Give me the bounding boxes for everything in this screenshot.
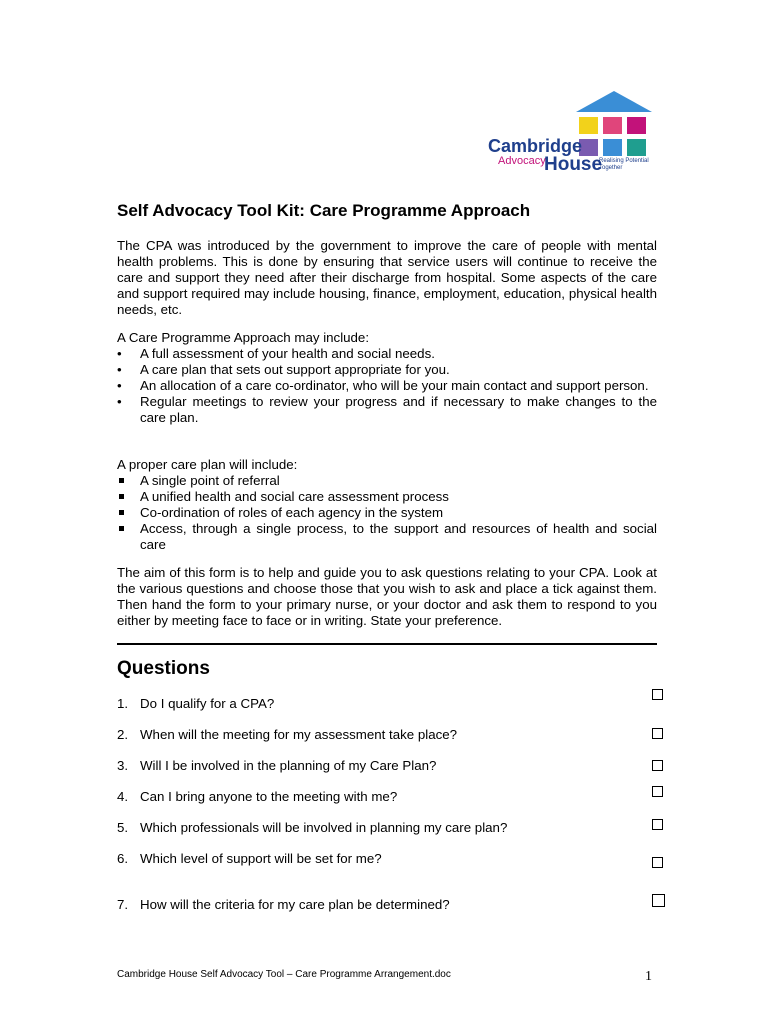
page-footer: Cambridge House Self Advocacy Tool – Care Programme Arrangement.doc	[117, 969, 451, 980]
question-item: 2. When will the meeting for my assessment take place?	[117, 727, 458, 742]
section-divider	[117, 643, 657, 645]
question-item: 6. Which level of support will be set for me?	[117, 851, 382, 866]
list-item: Co-ordination of roles of each agency in the system	[117, 505, 657, 521]
page-number: 1	[645, 969, 652, 984]
page-title: Self Advocacy Tool Kit: Care Programme Approach	[117, 201, 531, 220]
cpa-list-intro: A Care Programme Approach may include:	[117, 330, 370, 345]
square-bullet-icon	[119, 510, 124, 515]
question-7-checkbox[interactable]	[652, 894, 665, 907]
logo-tagline-1: Realising Potential	[599, 158, 649, 164]
square-bullet-icon	[119, 494, 124, 499]
square-bullet-icon	[119, 478, 124, 483]
question-item: 1. Do I qualify for a CPA?	[117, 696, 275, 711]
square-bullet-icon	[119, 526, 124, 531]
question-3-checkbox[interactable]	[652, 760, 663, 771]
cpa-list	[117, 346, 657, 426]
question-item: 5. Which professionals will be involved in planning my care plan?	[117, 820, 508, 835]
cambridge-house-logo	[486, 90, 666, 180]
list-item: • A full assessment of your health and social needs.	[117, 346, 435, 361]
logo-house-text: House	[544, 154, 603, 175]
list-item: • A care plan that sets out support appropriate for you.	[117, 362, 450, 377]
question-1-checkbox[interactable]	[652, 689, 663, 700]
list-item: A single point of referral	[117, 473, 657, 489]
question-item: 7. How will the criteria for my care plan be determined?	[117, 897, 450, 912]
logo-cambridge-text: Cambridge	[488, 136, 583, 156]
bullet-icon: •	[117, 346, 122, 361]
questions-heading: Questions	[117, 658, 210, 679]
list-item: A unified health and social care assessment process	[117, 489, 657, 505]
intro-paragraph: The CPA was introduced by the government to improve the care of people with mental health problems. This is done by ensuring that service users will continue to receive the care and support they need after their discharge from hospital. Some aspects of the care and support required may include housing, finance, employment, education, physical health needs, etc.	[117, 238, 657, 317]
list-item: Access, through a single process, to the support and resources of health and social care	[117, 521, 657, 553]
care-plan-list-intro: A proper care plan will include:	[117, 457, 298, 472]
list-item: • An allocation of a care co-ordinator, who will be your main contact and support person.	[117, 378, 649, 393]
question-6-checkbox[interactable]	[652, 857, 663, 868]
care-plan-list	[117, 473, 657, 553]
question-item: 4. Can I bring anyone to the meeting with me?	[117, 789, 398, 804]
list-item: • Regular meetings to review your progress and if necessary to make changes to the care plan.	[117, 394, 657, 425]
question-item: 3. Will I be involved in the planning of my Care Plan?	[117, 758, 437, 773]
question-5-checkbox[interactable]	[652, 819, 663, 830]
logo-tagline-2: Together	[599, 165, 623, 171]
bullet-icon: •	[117, 394, 122, 409]
aim-paragraph: The aim of this form is to help and guide you to ask questions relating to your CPA. Look at the various questions and choose those that you wish to ask and place a tick against them. Then hand the form to your primary nurse, or your doctor and ask them to respond to you either by meeting face to face or in writing. State your preference.	[117, 565, 657, 628]
question-2-checkbox[interactable]	[652, 728, 663, 739]
bullet-icon: •	[117, 378, 122, 393]
logo-advocacy-text: Advocacy	[498, 155, 546, 167]
question-4-checkbox[interactable]	[652, 786, 663, 797]
bullet-icon: •	[117, 362, 122, 377]
